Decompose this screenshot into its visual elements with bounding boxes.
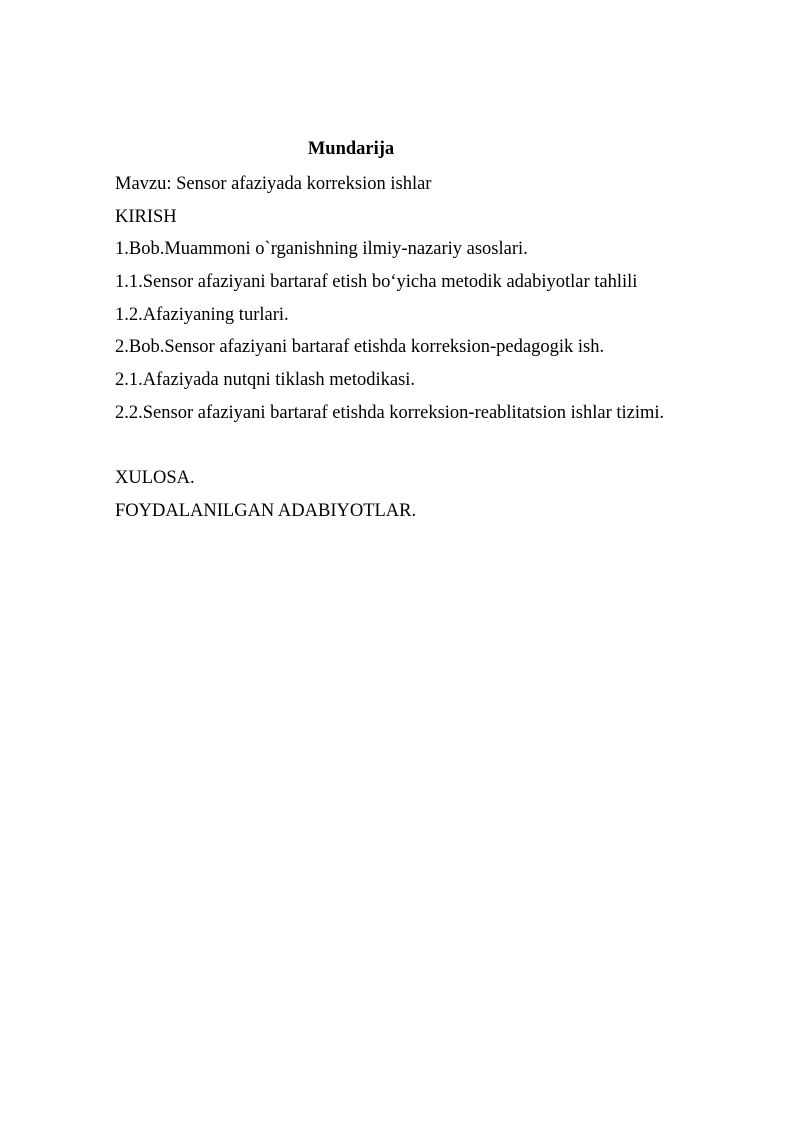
toc-topic: Mavzu: Sensor afaziyada korreksion ishlar: [115, 174, 432, 194]
toc-section-1-1: 1.1.Sensor afaziyani bartaraf etish bo‘yicha metodik adabiyotlar tahlili: [115, 272, 638, 293]
toc-section-1-2: 1.2.Afaziyaning turlari.: [115, 304, 289, 325]
toc-section-2-2: 2.2.Sensor afaziyani bartaraf etishda korreksion-reablitatsion ishlar tizimi.: [115, 402, 665, 423]
toc-section-2-1: 2.1.Afaziyada nutqni tiklash metodikasi.: [115, 370, 416, 391]
toc-chapter-2: 2.Bob.Sensor afaziyani bartaraf etishda korreksion-pedagogik ish.: [115, 337, 605, 358]
toc-conclusion: XULOSA.: [115, 468, 195, 489]
table-of-contents: [115, 168, 755, 528]
toc-chapter-1: 1.Bob.Muammoni o`rganishning ilmiy-nazariy asoslari.: [115, 239, 528, 260]
toc-references: FOYDALANILGAN ADABIYOTLAR.: [115, 500, 417, 521]
toc-introduction: KIRISH: [115, 206, 177, 227]
page-title: Mundarija: [307, 139, 395, 159]
toc-blank-line: [115, 430, 755, 463]
